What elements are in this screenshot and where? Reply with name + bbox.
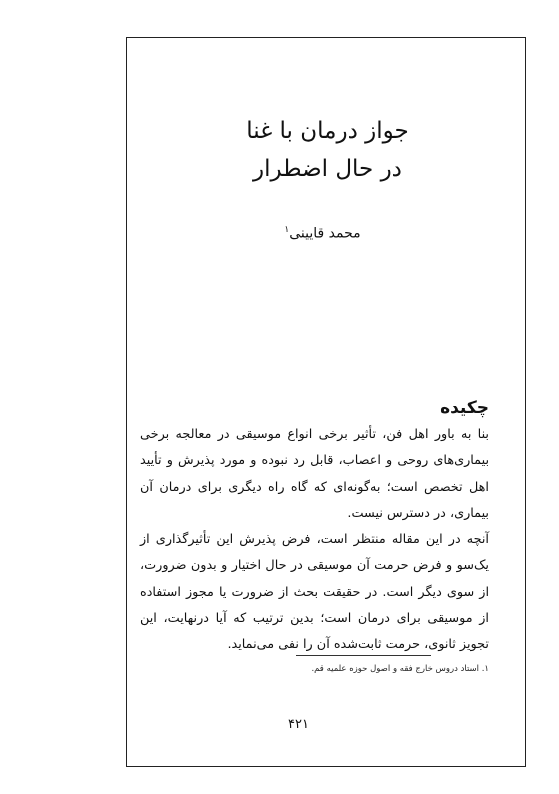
article-title-line-1: جواز درمان با غنا [246, 118, 409, 144]
abstract-heading: چکیده [440, 398, 489, 418]
page-number: ۴۲۱ [288, 717, 309, 732]
footnote: ۱. استاد دروس خارج فقه و اصول حوزه علمیه قم. [311, 664, 489, 674]
footnote-divider [296, 655, 431, 656]
abstract-paragraph-2: آنچه در این مقاله منتظر است، فرض پذیرش این تأثیرگذاری از یک‌سو و فرض حرمت آن موسیقی در حال اختیار و بدون ضرورت، از سوی دیگر است. در حقیقت بحث از ضرورت یا مجوز استفاده از موسیقی برای درمان است؛ بدین ترتیب که آیا درنهایت، این تجویز ثانوی، حرمت ثابت‌شده آن را نفی می‌نماید. [140, 532, 489, 653]
author-footnote-marker: ۱ [284, 225, 290, 235]
author-line [146, 225, 499, 242]
article-title-line-2: در حال اضطرار [253, 156, 402, 182]
author-name: محمد قایینی [289, 225, 361, 242]
abstract-paragraph-1: بنا به باور اهل فن، تأثیر برخی انواع موسیقی در معالجه برخی بیماری‌های روحی و اعصاب، قابل رد نبوده و مورد پذیرش و تأیید اهل تخصص است؛ به‌گونه‌ای که گاه راه دیگری برای درمان آن بیماری، در دسترس نیست. [140, 427, 489, 521]
